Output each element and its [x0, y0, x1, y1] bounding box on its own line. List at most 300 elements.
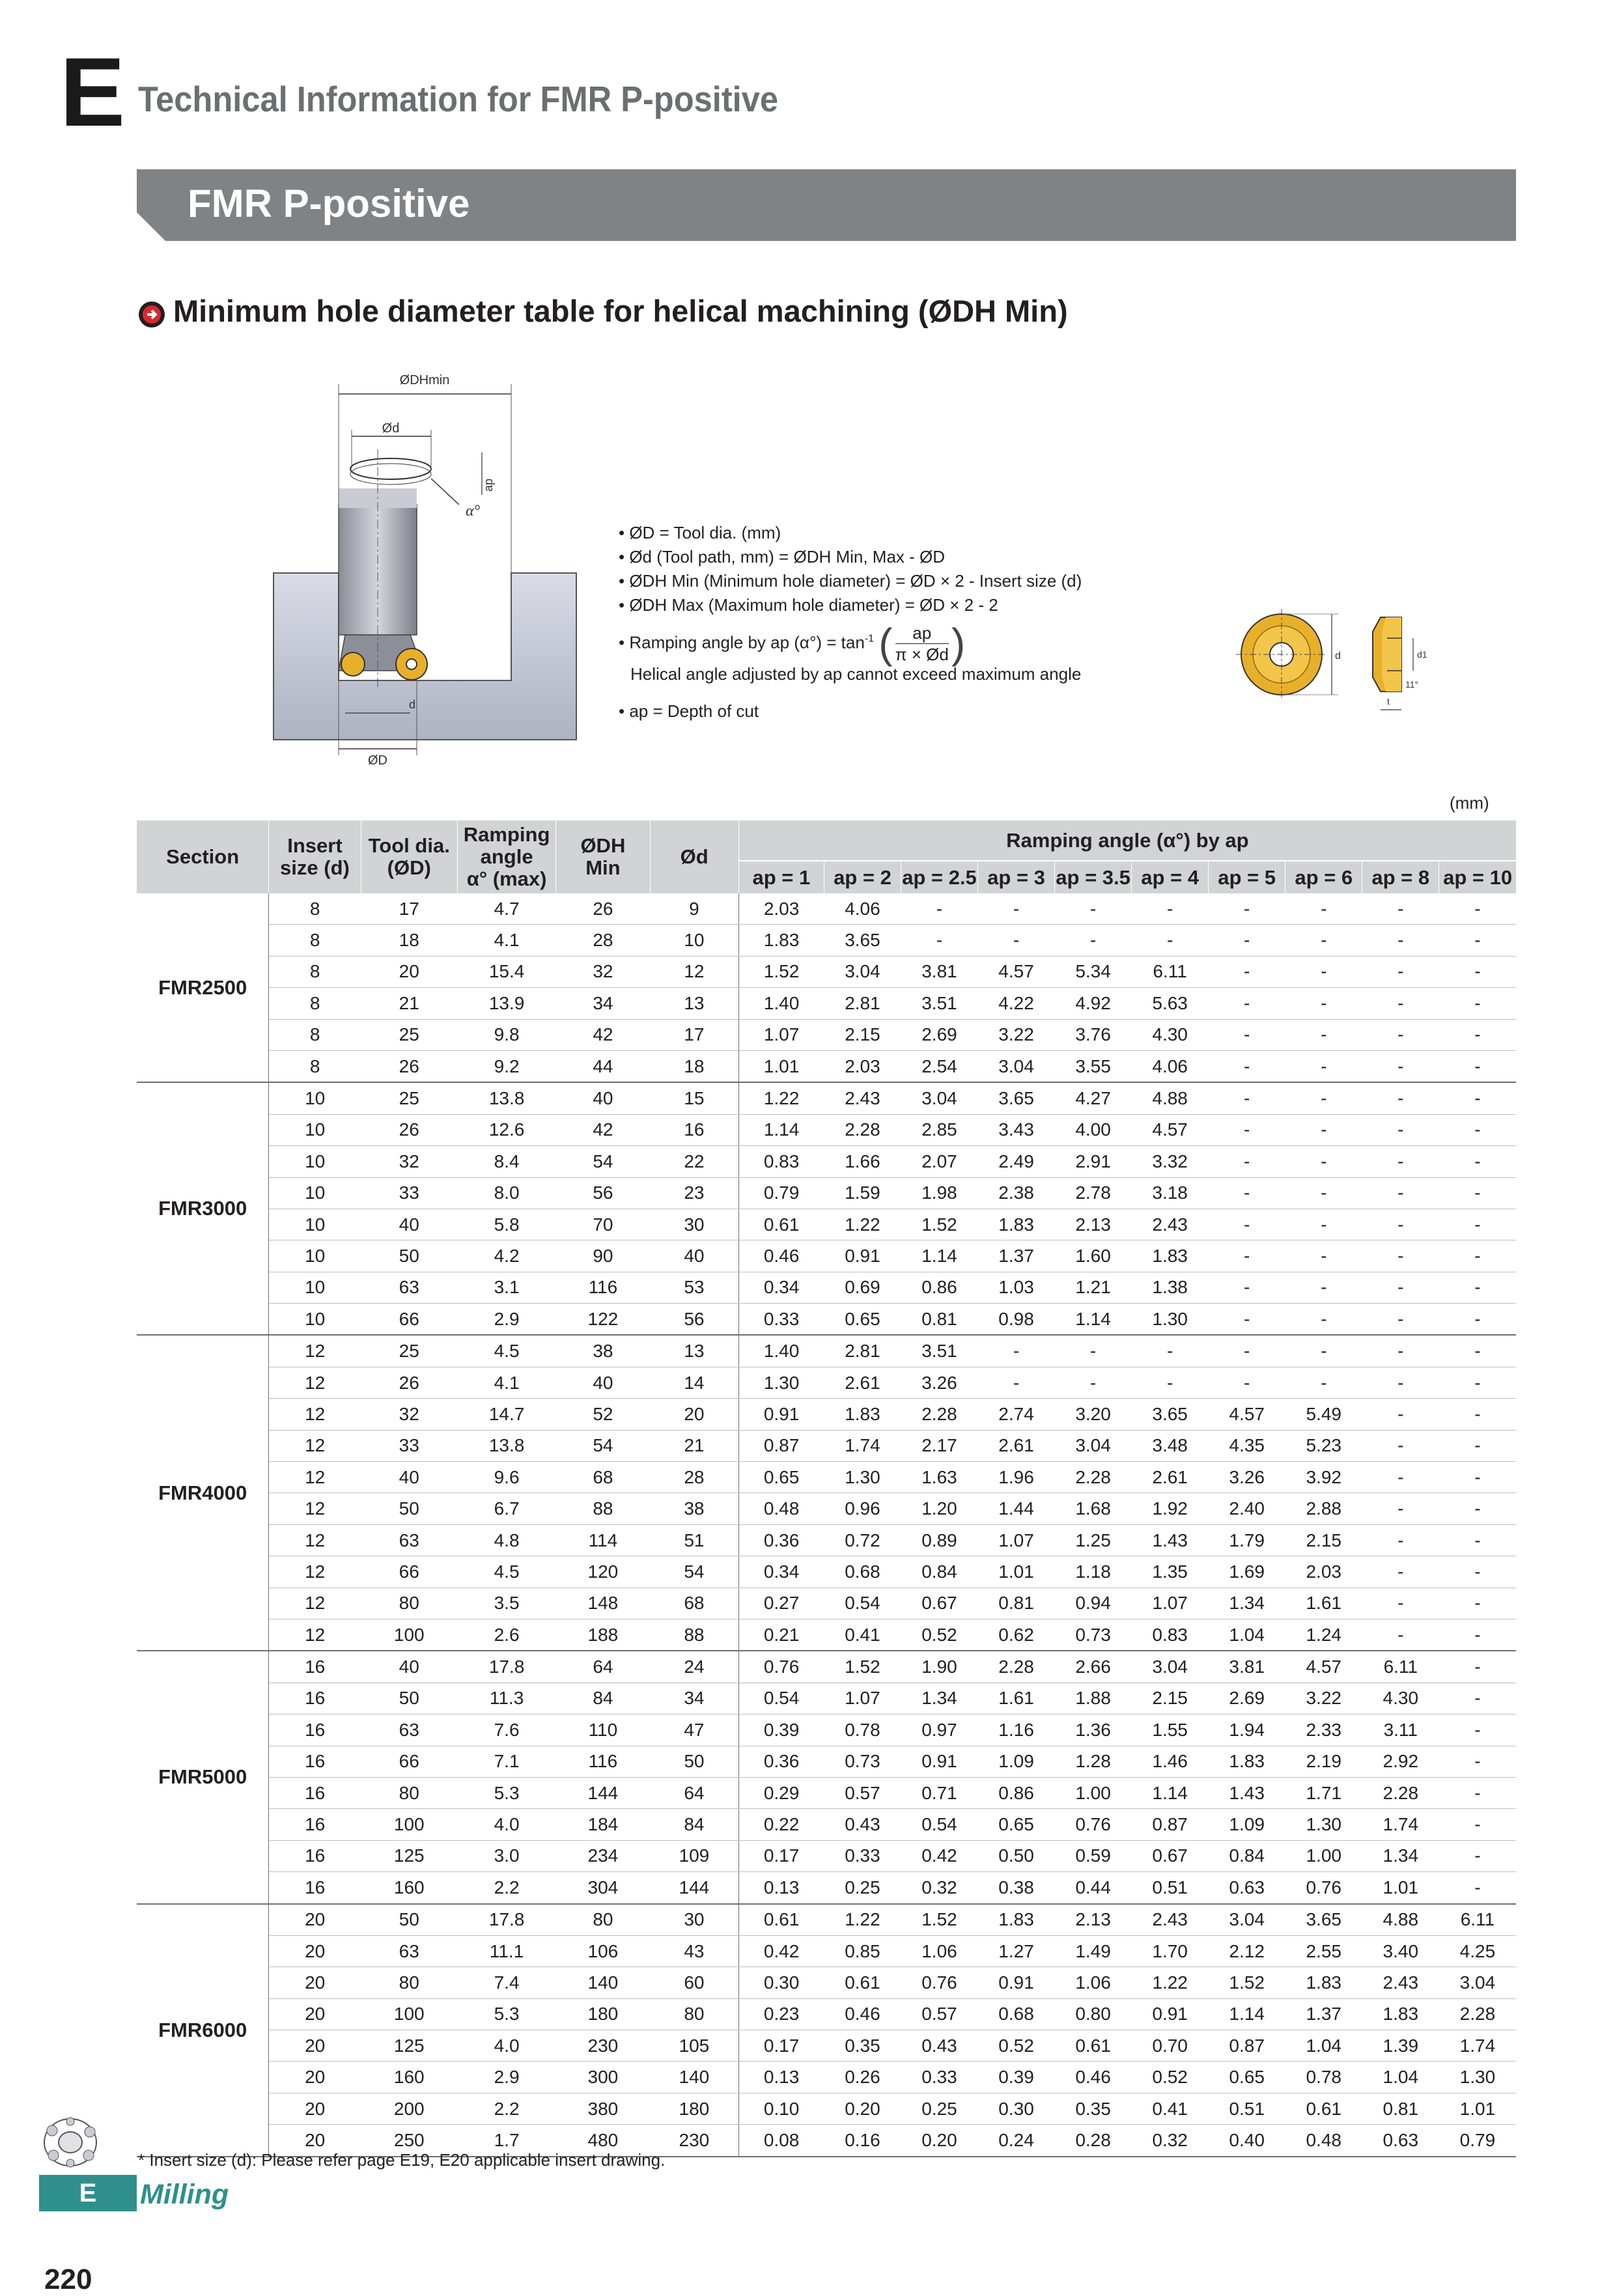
table-cell: 0.30	[738, 1967, 824, 1998]
table-cell: -	[1439, 1209, 1516, 1240]
table-cell: 0.76	[1055, 1809, 1132, 1840]
table-cell: 16	[650, 1114, 738, 1145]
table-cell: 2.66	[1055, 1651, 1132, 1683]
table-cell: 1.22	[824, 1209, 901, 1240]
table-cell: -	[1132, 893, 1209, 925]
table-cell: -	[1439, 1524, 1516, 1556]
table-cell: 2.81	[824, 988, 901, 1019]
table-cell: -	[1362, 1240, 1439, 1272]
table-cell: 4.8	[457, 1524, 555, 1556]
table-cell: 1.27	[978, 1935, 1055, 1967]
header-tool-line1: Tool dia.	[368, 834, 450, 857]
table-cell: 3.5	[457, 1588, 555, 1619]
arrow-bullet-icon	[138, 301, 165, 328]
table-cell: 38	[556, 1335, 650, 1367]
table-cell: -	[1362, 1304, 1439, 1336]
table-cell: -	[1209, 925, 1285, 956]
table-cell: -	[1285, 1304, 1362, 1336]
table-cell: 300	[556, 2062, 650, 2093]
table-cell: 0.97	[901, 1715, 977, 1746]
table-cell: 15.4	[457, 956, 555, 987]
table-cell: 25	[361, 1082, 457, 1114]
milling-cutter-icon	[39, 2116, 111, 2168]
table-cell: 5.23	[1285, 1430, 1362, 1461]
table-cell: 160	[361, 1872, 457, 1904]
table-cell: 4.30	[1132, 1019, 1209, 1050]
table-cell: 1.06	[1055, 1967, 1132, 1998]
table-cell: -	[1285, 1114, 1362, 1145]
table-cell: 1.39	[1362, 2030, 1439, 2062]
table-cell: 0.72	[824, 1524, 901, 1556]
table-cell: 0.34	[738, 1272, 824, 1303]
header-insert-size	[269, 820, 361, 893]
table-cell: 2.9	[457, 1304, 555, 1336]
table-cell: 26	[361, 1367, 457, 1398]
table-cell: 2.17	[901, 1430, 977, 1461]
table-cell: -	[1362, 1493, 1439, 1524]
table-cell: 9.2	[457, 1050, 555, 1082]
table-cell: 3.32	[1132, 1146, 1209, 1177]
table-row	[137, 1050, 1516, 1082]
table-cell: 1.61	[1285, 1588, 1362, 1619]
table-cell: 1.30	[1439, 2062, 1516, 2093]
table-cell: 1.70	[1132, 1935, 1209, 1967]
table-cell: 0.68	[824, 1556, 901, 1588]
table-cell: 0.80	[1055, 1998, 1132, 2030]
table-cell: 0.76	[901, 1967, 977, 1998]
table-cell: 2.85	[901, 1114, 977, 1145]
table-cell: 0.81	[901, 1304, 977, 1336]
table-row	[137, 1146, 1516, 1177]
table-cell: 114	[556, 1524, 650, 1556]
table-cell: 68	[650, 1588, 738, 1619]
table-cell: 8	[269, 988, 361, 1019]
table-cell: 2.12	[1209, 1935, 1285, 1967]
table-cell: 42	[556, 1019, 650, 1050]
table-cell: 50	[650, 1746, 738, 1777]
table-cell: 2.28	[1439, 1998, 1516, 2030]
table-cell: -	[1439, 1683, 1516, 1714]
table-cell: 0.20	[901, 2125, 977, 2157]
table-cell: -	[901, 925, 977, 956]
table-cell: 10	[269, 1209, 361, 1240]
table-cell: 0.33	[738, 1304, 824, 1336]
table-cell: 1.09	[978, 1746, 1055, 1777]
table-cell: 3.65	[1132, 1399, 1209, 1430]
table-cell: 84	[556, 1683, 650, 1714]
table-cell: 1.98	[901, 1177, 977, 1209]
table-cell: 0.73	[824, 1746, 901, 1777]
table-cell: -	[1285, 1177, 1362, 1209]
table-cell: 480	[556, 2125, 650, 2157]
table-cell: 0.41	[1132, 2093, 1209, 2124]
table-cell: 4.88	[1132, 1082, 1209, 1114]
table-cell: 6.7	[457, 1493, 555, 1524]
table-cell: 2.81	[824, 1335, 901, 1367]
table-cell: 122	[556, 1304, 650, 1336]
table-cell: 1.43	[1132, 1524, 1209, 1556]
table-cell: 1.22	[824, 1904, 901, 1936]
table-cell: 0.52	[901, 1619, 977, 1651]
table-cell: 4.06	[1132, 1050, 1209, 1082]
table-cell: 1.24	[1285, 1619, 1362, 1651]
table-cell: 2.13	[1055, 1904, 1132, 1936]
table-cell: 21	[650, 1430, 738, 1461]
header-ramp-line2: angle	[480, 845, 533, 868]
table-cell: -	[1362, 1272, 1439, 1303]
table-cell: 2.88	[1285, 1493, 1362, 1524]
table-cell: -	[1209, 1240, 1285, 1272]
table-cell: 144	[650, 1872, 738, 1904]
table-cell: -	[1439, 1651, 1516, 1683]
table-row	[137, 1082, 1516, 1114]
table-row	[137, 1399, 1516, 1430]
table-cell: 100	[361, 1998, 457, 2030]
table-cell: 0.91	[824, 1240, 901, 1272]
table-cell: 7.6	[457, 1715, 555, 1746]
table-cell: 4.1	[457, 1367, 555, 1398]
table-cell: 0.83	[738, 1146, 824, 1177]
page-number: 220	[44, 2263, 92, 2295]
table-cell: 54	[556, 1146, 650, 1177]
header-ramp-line3: α° (max)	[466, 867, 547, 890]
table-row	[137, 2093, 1516, 2124]
table-cell: 10	[269, 1240, 361, 1272]
table-cell: 0.13	[738, 1872, 824, 1904]
table-cell: -	[1439, 1430, 1516, 1461]
table-cell: 32	[361, 1146, 457, 1177]
table-cell: 66	[361, 1304, 457, 1336]
header-section: Section	[137, 820, 269, 893]
table-cell: -	[1209, 893, 1285, 925]
table-row	[137, 1177, 1516, 1209]
table-cell: 1.04	[1285, 2030, 1362, 2062]
table-cell: 50	[361, 1240, 457, 1272]
table-row	[137, 2030, 1516, 2062]
note-helical: Helical angle adjusted by ap cannot exceed maximum angle	[630, 664, 1082, 684]
table-cell: 56	[556, 1177, 650, 1209]
table-cell: 0.50	[978, 1840, 1055, 1871]
header-tool-line2: (ØD)	[387, 856, 431, 879]
table-cell: 1.88	[1055, 1683, 1132, 1714]
table-cell: 0.51	[1209, 2093, 1285, 2124]
table-cell: 1.07	[824, 1683, 901, 1714]
ramp-fraction	[895, 623, 949, 665]
table-cell: 2.07	[901, 1146, 977, 1177]
table-cell: 3.65	[1285, 1904, 1362, 1936]
header-insert-line2: size (d)	[280, 856, 350, 879]
table-cell: 40	[361, 1462, 457, 1493]
table-cell: 109	[650, 1840, 738, 1871]
table-cell: 34	[556, 988, 650, 1019]
table-cell: 18	[650, 1050, 738, 1082]
insert-d-label: d	[409, 698, 416, 711]
dhmin-label: ØDHmin	[399, 373, 450, 387]
table-cell: 0.81	[978, 1588, 1055, 1619]
table-cell: 1.83	[978, 1209, 1055, 1240]
table-cell: 2.54	[901, 1050, 977, 1082]
table-cell: 3.04	[824, 956, 901, 987]
table-cell: 1.83	[1285, 1967, 1362, 1998]
table-cell: 125	[361, 2030, 457, 2062]
table-cell: 3.1	[457, 1272, 555, 1303]
table-cell: 1.01	[1362, 1872, 1439, 1904]
table-cell: 22	[650, 1146, 738, 1177]
table-cell: 0.32	[901, 1872, 977, 1904]
table-cell: -	[1439, 1840, 1516, 1871]
table-cell: 1.16	[978, 1715, 1055, 1746]
table-cell: 230	[556, 2030, 650, 2062]
table-cell: 3.18	[1132, 1177, 1209, 1209]
table-cell: 0.33	[824, 1840, 901, 1871]
table-cell: 12	[269, 1556, 361, 1588]
table-cell: -	[1132, 925, 1209, 956]
table-cell: 11.1	[457, 1935, 555, 1967]
table-cell: 8	[269, 893, 361, 925]
table-cell: 0.43	[901, 2030, 977, 2062]
table-cell: 4.88	[1362, 1904, 1439, 1936]
table-cell: 3.40	[1362, 1935, 1439, 1967]
table-cell: -	[1362, 1588, 1439, 1619]
table-cell: 13.8	[457, 1430, 555, 1461]
table-cell: 0.21	[738, 1619, 824, 1651]
table-cell: 0.67	[901, 1588, 977, 1619]
table-cell: -	[1362, 988, 1439, 1019]
table-cell: 2.33	[1285, 1715, 1362, 1746]
table-cell: 1.44	[978, 1493, 1055, 1524]
table-cell: 63	[361, 1715, 457, 1746]
table-cell: 1.34	[1362, 1840, 1439, 1871]
table-cell: 1.00	[1285, 1840, 1362, 1871]
header-tool-dia	[361, 820, 457, 893]
table-cell: 28	[650, 1462, 738, 1493]
table-cell: 2.13	[1055, 1209, 1132, 1240]
table-cell: 0.81	[1362, 2093, 1439, 2124]
table-cell: 68	[556, 1462, 650, 1493]
table-cell: 1.34	[1209, 1588, 1285, 1619]
table-cell: -	[1285, 893, 1362, 925]
table-cell: 20	[269, 1998, 361, 2030]
table-cell: 1.09	[1209, 1809, 1285, 1840]
footnote: * Insert size (d): Please refer page E19, E20 applicable insert drawing.	[138, 2150, 666, 2170]
table-cell: 3.51	[901, 1335, 977, 1367]
table-cell: -	[978, 893, 1055, 925]
table-cell: 0.23	[738, 1998, 824, 2030]
table-cell: 6.11	[1439, 1904, 1516, 1936]
table-cell: 1.60	[1055, 1240, 1132, 1272]
banner-title: FMR P-positive	[188, 182, 470, 225]
table-cell: -	[1439, 1304, 1516, 1336]
table-cell: 144	[556, 1777, 650, 1808]
table-cell: 1.55	[1132, 1715, 1209, 1746]
table-cell: 1.94	[1209, 1715, 1285, 1746]
insert-angle-dim: 11°	[1405, 679, 1419, 690]
table-cell: 1.06	[901, 1935, 977, 1967]
table-cell: 24	[650, 1651, 738, 1683]
table-row	[137, 1715, 1516, 1746]
table-cell: -	[1439, 925, 1516, 956]
table-cell: 3.65	[978, 1082, 1055, 1114]
table-cell: 0.48	[1285, 2125, 1362, 2157]
table-cell: -	[1209, 1209, 1285, 1240]
table-cell: 6.11	[1362, 1651, 1439, 1683]
table-cell: 0.32	[1132, 2125, 1209, 2157]
table-cell: 1.43	[1209, 1777, 1285, 1808]
table-cell: 5.8	[457, 1209, 555, 1240]
table-cell: 33	[361, 1430, 457, 1461]
table-cell: 0.52	[978, 2030, 1055, 2062]
table-cell: 5.49	[1285, 1399, 1362, 1430]
table-cell: 2.69	[1209, 1683, 1285, 1714]
table-cell: 12	[269, 1399, 361, 1430]
table-cell: 1.37	[1285, 1998, 1362, 2030]
table-cell: 0.84	[1209, 1840, 1285, 1871]
table-cell: 0.67	[1132, 1840, 1209, 1871]
table-cell: 12	[269, 1430, 361, 1461]
table-cell: 32	[556, 956, 650, 987]
table-cell: -	[1362, 1050, 1439, 1082]
page-heading: Technical Information for FMR P-positive	[138, 79, 779, 119]
table-cell: 4.2	[457, 1240, 555, 1272]
table-cell: 0.57	[824, 1777, 901, 1808]
table-cell: 17.8	[457, 1651, 555, 1683]
table-cell: 1.74	[1362, 1809, 1439, 1840]
table-cell: 230	[650, 2125, 738, 2157]
table-cell: 0.17	[738, 2030, 824, 2062]
table-cell: 0.76	[1285, 1872, 1362, 1904]
table-cell: 12	[269, 1619, 361, 1651]
table-cell: 1.28	[1055, 1746, 1132, 1777]
table-cell: 110	[556, 1715, 650, 1746]
table-row	[137, 1335, 1516, 1367]
header-ap-6: ap = 5	[1209, 861, 1285, 893]
table-cell: 2.43	[1132, 1209, 1209, 1240]
table-cell: 0.96	[824, 1493, 901, 1524]
table-cell: 26	[361, 1050, 457, 1082]
table-cell: 0.48	[738, 1493, 824, 1524]
table-cell: 54	[556, 1430, 650, 1461]
table-cell: 4.57	[978, 956, 1055, 987]
table-cell: 3.81	[901, 956, 977, 987]
table-cell: 60	[650, 1967, 738, 1998]
table-cell: 0.70	[1132, 2030, 1209, 2062]
table-cell: 0.73	[1055, 1619, 1132, 1651]
table-cell: -	[1439, 1399, 1516, 1430]
table-cell: -	[901, 893, 977, 925]
table-cell: -	[1439, 1177, 1516, 1209]
table-cell: 1.30	[1132, 1304, 1209, 1336]
table-cell: 53	[650, 1272, 738, 1303]
table-cell: 106	[556, 1935, 650, 1967]
table-cell: 0.62	[978, 1619, 1055, 1651]
table-cell: -	[1439, 1715, 1516, 1746]
table-cell: 4.92	[1055, 988, 1132, 1019]
table-cell: 3.76	[1055, 1019, 1132, 1050]
header-ap-0: ap = 1	[738, 861, 824, 893]
table-cell: 0.51	[1132, 1872, 1209, 1904]
table-cell: 1.04	[1209, 1619, 1285, 1651]
table-cell: 84	[650, 1809, 738, 1840]
table-cell: 8	[269, 956, 361, 987]
table-cell: 0.61	[824, 1967, 901, 1998]
table-cell: 180	[650, 2093, 738, 2124]
table-cell: -	[1285, 1272, 1362, 1303]
table-cell: 1.52	[738, 956, 824, 987]
table-cell: -	[1285, 1050, 1362, 1082]
ap-label: ap	[482, 478, 495, 492]
table-cell: 1.92	[1132, 1493, 1209, 1524]
table-cell: -	[1439, 1272, 1516, 1303]
insert-d1-dim: d1	[1417, 649, 1427, 660]
table-cell: 1.20	[901, 1493, 977, 1524]
table-cell: 0.22	[738, 1809, 824, 1840]
table-cell: -	[1439, 1240, 1516, 1272]
table-cell: -	[1362, 1146, 1439, 1177]
table-cell: 2.03	[1285, 1556, 1362, 1588]
table-cell: 88	[556, 1493, 650, 1524]
table-cell: 12	[650, 956, 738, 987]
table-cell: 1.52	[901, 1209, 977, 1240]
table-cell: -	[1285, 1209, 1362, 1240]
table-cell: 1.83	[824, 1399, 901, 1430]
section-tab: E	[39, 2175, 137, 2211]
table-cell: 5.3	[457, 1998, 555, 2030]
table-cell: 1.18	[1055, 1556, 1132, 1588]
table-cell: -	[1209, 1082, 1285, 1114]
table-cell: -	[1285, 988, 1362, 1019]
table-cell: 2.28	[824, 1114, 901, 1145]
helical-machining-diagram	[260, 365, 599, 781]
table-cell: 9.8	[457, 1019, 555, 1050]
table-cell: 1.03	[978, 1272, 1055, 1303]
table-cell: 3.0	[457, 1840, 555, 1871]
table-cell: 2.78	[1055, 1177, 1132, 1209]
table-cell: 1.22	[738, 1082, 824, 1114]
table-cell: 2.74	[978, 1399, 1055, 1430]
table-cell: 1.14	[738, 1114, 824, 1145]
table-cell: 2.9	[457, 2062, 555, 2093]
table-cell: 304	[556, 1872, 650, 1904]
table-cell: -	[1439, 1082, 1516, 1114]
table-cell: 1.83	[978, 1904, 1055, 1936]
table-row	[137, 1588, 1516, 1619]
table-cell: -	[1362, 1367, 1439, 1398]
table-row	[137, 988, 1516, 1019]
table-cell: 0.24	[978, 2125, 1055, 2157]
table-cell: 80	[361, 1588, 457, 1619]
header-ap-1: ap = 2	[824, 861, 901, 893]
table-cell: 16	[269, 1651, 361, 1683]
table-cell: 2.28	[1055, 1462, 1132, 1493]
table-cell: 0.61	[738, 1209, 824, 1240]
table-cell: 0.83	[1132, 1619, 1209, 1651]
table-cell: 50	[361, 1493, 457, 1524]
table-cell: 0.36	[738, 1746, 824, 1777]
table-cell: 51	[650, 1524, 738, 1556]
table-cell: 3.22	[1285, 1683, 1362, 1714]
table-cell: 2.69	[901, 1019, 977, 1050]
table-cell: 11.3	[457, 1683, 555, 1714]
table-cell: 0.35	[1055, 2093, 1132, 2124]
table-cell: 0.59	[1055, 1840, 1132, 1871]
header-ap-9: ap = 10	[1439, 861, 1516, 893]
table-cell: 140	[556, 1967, 650, 1998]
table-cell: 0.54	[824, 1588, 901, 1619]
table-cell: 8	[269, 1050, 361, 1082]
table-cell: 12.6	[457, 1114, 555, 1145]
note-ramping-formula: • Ramping angle by ap $(\alpha^\circ) = \tan^{-1}$ ( $\frac{ap}{\pi \times Ød}$ )	[619, 620, 966, 667]
table-cell: -	[1362, 1177, 1439, 1209]
